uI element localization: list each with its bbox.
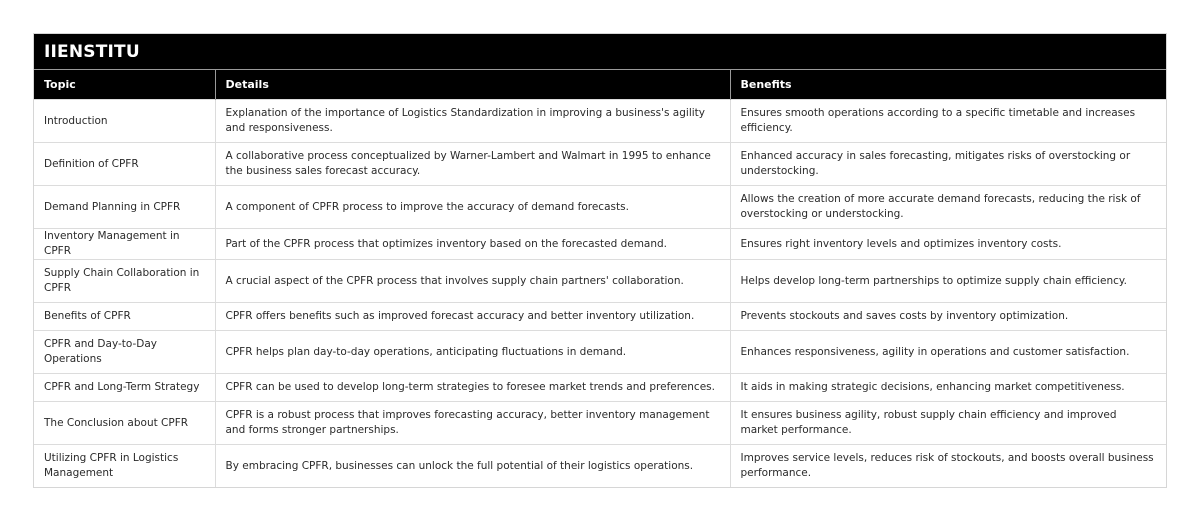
cell-benefits: Helps develop long-term partnerships to optimize supply chain efficiency. xyxy=(730,260,1166,303)
cell-benefits: It ensures business agility, robust supply chain efficiency and improved market performance. xyxy=(730,402,1166,445)
table-row xyxy=(34,303,1166,331)
cell-topic: Benefits of CPFR xyxy=(34,303,215,331)
table-row xyxy=(34,229,1166,260)
column-header-details: Details xyxy=(215,70,730,100)
cell-details: CPFR can be used to develop long-term strategies to foresee market trends and preferences. xyxy=(215,374,730,402)
table-row xyxy=(34,374,1166,402)
table-row xyxy=(34,402,1166,445)
cell-details: A crucial aspect of the CPFR process that involves supply chain partners' collaboration. xyxy=(215,260,730,303)
cell-topic: Introduction xyxy=(34,100,215,143)
column-header-benefits: Benefits xyxy=(730,70,1166,100)
table-row xyxy=(34,186,1166,229)
cell-topic: CPFR and Day-to-Day Operations xyxy=(34,331,215,374)
cell-benefits: It aids in making strategic decisions, enhancing market competitiveness. xyxy=(730,374,1166,402)
table-header xyxy=(34,70,1166,100)
table-row xyxy=(34,143,1166,186)
cpfr-table xyxy=(34,69,1166,487)
cell-details: A collaborative process conceptualized by Warner-Lambert and Walmart in 1995 to enhance the business sales forecast accuracy. xyxy=(215,143,730,186)
cell-benefits: Enhances responsiveness, agility in operations and customer satisfaction. xyxy=(730,331,1166,374)
column-header-topic: Topic xyxy=(34,70,215,100)
cell-details: CPFR is a robust process that improves forecasting accuracy, better inventory management and forms stronger partnerships. xyxy=(215,402,730,445)
cell-topic: Supply Chain Collaboration in CPFR xyxy=(34,260,215,303)
table-row xyxy=(34,445,1166,488)
table-row xyxy=(34,100,1166,143)
cell-details: CPFR helps plan day-to-day operations, anticipating fluctuations in demand. xyxy=(215,331,730,374)
cell-topic: The Conclusion about CPFR xyxy=(34,402,215,445)
brand-title: IIENSTITU xyxy=(44,41,140,62)
cell-topic: Definition of CPFR xyxy=(34,143,215,186)
table-row xyxy=(34,331,1166,374)
cell-topic: Demand Planning in CPFR xyxy=(34,186,215,229)
brand-header xyxy=(34,34,1166,69)
cell-details: Part of the CPFR process that optimizes inventory based on the forecasted demand. xyxy=(215,229,730,260)
header-row xyxy=(34,70,1166,100)
cell-benefits: Ensures smooth operations according to a specific timetable and increases efficiency. xyxy=(730,100,1166,143)
cell-details: Explanation of the importance of Logistics Standardization in improving a business's agility and responsiveness. xyxy=(215,100,730,143)
cell-topic: Inventory Management in CPFR xyxy=(34,229,215,260)
cell-benefits: Allows the creation of more accurate demand forecasts, reducing the risk of overstocking or understocking. xyxy=(730,186,1166,229)
cell-benefits: Enhanced accuracy in sales forecasting, mitigates risks of overstocking or understocking. xyxy=(730,143,1166,186)
cell-topic: Utilizing CPFR in Logistics Management xyxy=(34,445,215,488)
cell-details: CPFR offers benefits such as improved forecast accuracy and better inventory utilization. xyxy=(215,303,730,331)
cell-topic: CPFR and Long-Term Strategy xyxy=(34,374,215,402)
table-body xyxy=(34,100,1166,488)
cell-details: By embracing CPFR, businesses can unlock the full potential of their logistics operations. xyxy=(215,445,730,488)
cell-benefits: Improves service levels, reduces risk of stockouts, and boosts overall business performance. xyxy=(730,445,1166,488)
cell-details: A component of CPFR process to improve the accuracy of demand forecasts. xyxy=(215,186,730,229)
cpfr-table-card xyxy=(33,33,1167,488)
cell-benefits: Ensures right inventory levels and optimizes inventory costs. xyxy=(730,229,1166,260)
cell-benefits: Prevents stockouts and saves costs by inventory optimization. xyxy=(730,303,1166,331)
table-row xyxy=(34,260,1166,303)
